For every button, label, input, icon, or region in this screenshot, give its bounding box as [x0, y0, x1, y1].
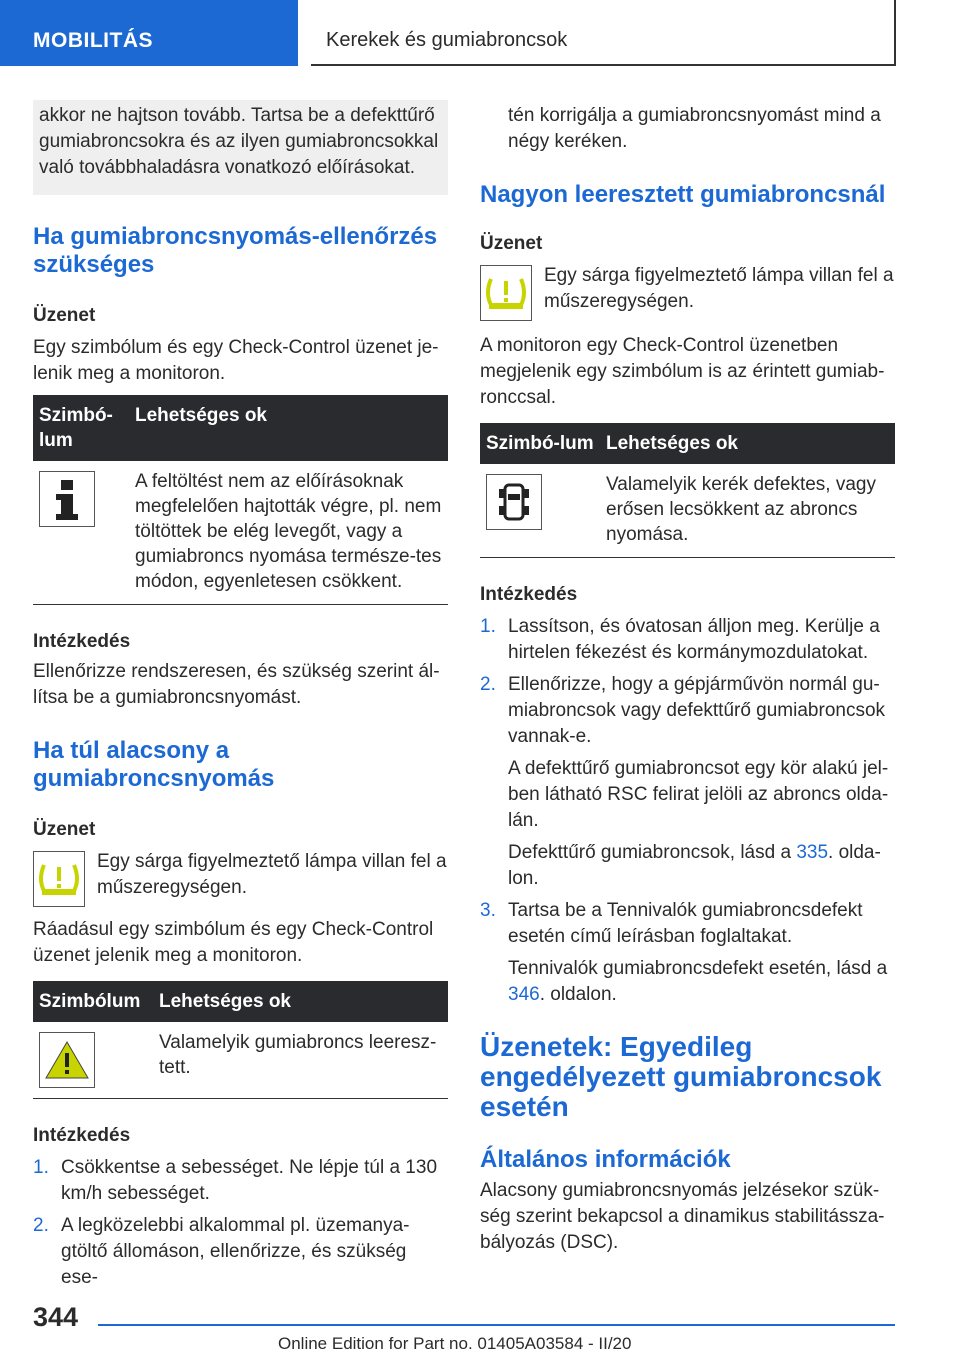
table-row	[480, 464, 895, 558]
tire-pressure-warning-icon	[33, 851, 85, 907]
section-title: MOBILITÁS	[33, 29, 153, 52]
section-tab	[0, 0, 298, 66]
cause-text: A feltöltést nem az előírásoknak megfelelően hajtották végre, pl. nem töltöttek be elég levegőt, vagy a gumiabroncs nyomása természe-tes módon, egyenletesen csökkent.	[129, 461, 448, 605]
step-text: Lassítson, és óvatosan álljon meg. Kerülje a hirtelen fékezést és kormánymozdulatokat.	[508, 616, 880, 663]
general-text: Alacsony gumiabroncsnyomás jelzésekor szük-ség szerint bekapcsol a dinamikus stabilitássza-bályozás (DSC).	[480, 1180, 885, 1253]
tire-pressure-warning-icon	[480, 265, 532, 321]
continued-text: tén korrigálja a gumiabroncsnyomást mind a négy keréken.	[508, 105, 881, 152]
action-label: Intézkedés	[480, 584, 578, 605]
table-header-cause: Lehetséges ok	[129, 395, 448, 461]
message-label: Üzenet	[33, 819, 96, 840]
page-number: 344	[33, 1302, 79, 1332]
car-tire-icon	[486, 474, 542, 530]
note-text: akkor ne hajtson tovább. Tartsa be a defekttűrő gumiabroncsokra és az ilyen gumiabroncsokkal való továbbhaladásra vonatkozó előírásokat.	[39, 105, 439, 178]
list-item	[480, 898, 895, 1008]
table-header-cause: Lehetséges ok	[153, 981, 448, 1022]
right-column	[480, 103, 895, 1256]
warning-text: Egy sárga figyelmeztető lámpa villan fel a műszeregységen.	[544, 265, 894, 312]
list-item	[480, 672, 895, 892]
step-number: 2.	[480, 674, 496, 695]
extra-text: Ráadásul egy szimbólum és egy Check-Control üzenet jelenik meg a monitoron.	[33, 919, 434, 966]
table-header-symbol: Szimbó-lum	[480, 423, 600, 464]
symbol-table-2	[33, 981, 448, 1099]
step-subtext: A defekttűrő gumiabroncsot egy kör alakú jel-ben látható RSC felirat jelöli az abroncs olda-lán.	[508, 758, 889, 831]
heading-low-pressure: Ha túl alacsony a gumiabroncsnyomás	[33, 737, 275, 792]
page-link-335[interactable]: 335	[796, 842, 829, 863]
table-row	[33, 461, 448, 605]
footer-divider	[98, 1324, 895, 1326]
left-column	[33, 100, 448, 1291]
table-header-cause: Lehetséges ok	[600, 423, 895, 464]
note-box	[33, 100, 448, 195]
step-number: 1.	[33, 1157, 49, 1178]
symbol-table-1	[33, 395, 448, 605]
heading-general-info: Általános információk	[480, 1146, 731, 1173]
step-number: 1.	[480, 616, 496, 637]
action-label: Intézkedés	[33, 1125, 131, 1146]
cause-text: Valamelyik kerék defektes, vagy erősen lecsökkent az abroncs nyomása.	[600, 464, 895, 558]
warning-text: Egy sárga figyelmeztető lámpa villan fel a műszeregységen.	[97, 851, 447, 898]
warning-line	[480, 263, 895, 321]
action-text: Ellenőrizze rendszeresen, és szükség szerint ál-lítsa be a gumiabroncsnyomást.	[33, 661, 440, 708]
step-text: Ellenőrizze, hogy a gépjárművön normál gu-miabroncsok vagy defekttűrő gumiabroncsok vannak-e.	[508, 674, 886, 747]
heading-flat-tire: Nagyon leeresztett gumiabroncsnál	[480, 181, 886, 208]
step-number: 2.	[33, 1215, 49, 1236]
step-subtext: Tennivalók gumiabroncsdefekt esetén, lásd a 346. oldalon.	[508, 958, 888, 1005]
step-subtext: Defekttűrő gumiabroncsok, lásd a 335. olda-lon.	[508, 842, 881, 889]
heading-rsc-messages: Üzenetek: Egyedileg engedélyezett gumiabroncsok esetén	[480, 1031, 882, 1122]
list-item	[33, 1155, 448, 1207]
message-label: Üzenet	[480, 233, 543, 254]
action-steps	[33, 1155, 448, 1291]
step-text: A legközelebbi alkalommal pl. üzemanya-gtöltő állomáson, ellenőrizze, és szükség ese-	[61, 1215, 410, 1288]
chapter-title: Kerekek és gumiabroncsok	[326, 29, 568, 51]
message-text: Egy szimbólum és egy Check-Control üzenet je-lenik meg a monitoron.	[33, 337, 439, 384]
step-number: 3.	[480, 900, 496, 921]
edition-footer: Online Edition for Part no. 01405A03584 - II/20	[278, 1334, 632, 1353]
warning-line	[33, 849, 448, 907]
step-text: Tartsa be a Tennivalók gumiabroncsdefekt esetén című leírásban foglaltakat.	[508, 900, 863, 947]
cause-text: Valamelyik gumiabroncs leeresz-tett.	[153, 1022, 448, 1099]
monitor-text: A monitoron egy Check-Control üzenetben megjelenik egy szimbólum is az érintett gumiab-ronccsal.	[480, 335, 885, 408]
message-label: Üzenet	[33, 305, 96, 326]
table-row	[33, 1022, 448, 1099]
action-steps	[480, 614, 895, 1008]
page-link-346[interactable]: 346	[508, 984, 540, 1005]
heading-pressure-check: Ha gumiabroncsnyomás-ellenőrzés szükséges	[33, 223, 438, 278]
info-icon	[39, 471, 95, 527]
chapter-tab	[311, 0, 896, 66]
action-label: Intézkedés	[33, 631, 131, 652]
step-text: Csökkentse a sebességet. Ne lépje túl a 130 km/h sebességet.	[61, 1157, 438, 1204]
table-header-symbol: Szimbó-lum	[33, 395, 129, 461]
list-item	[480, 614, 895, 666]
warning-triangle-icon	[39, 1032, 95, 1088]
table-header-symbol: Szimbólum	[33, 981, 153, 1022]
symbol-table-3	[480, 423, 895, 558]
list-item	[33, 1213, 448, 1291]
